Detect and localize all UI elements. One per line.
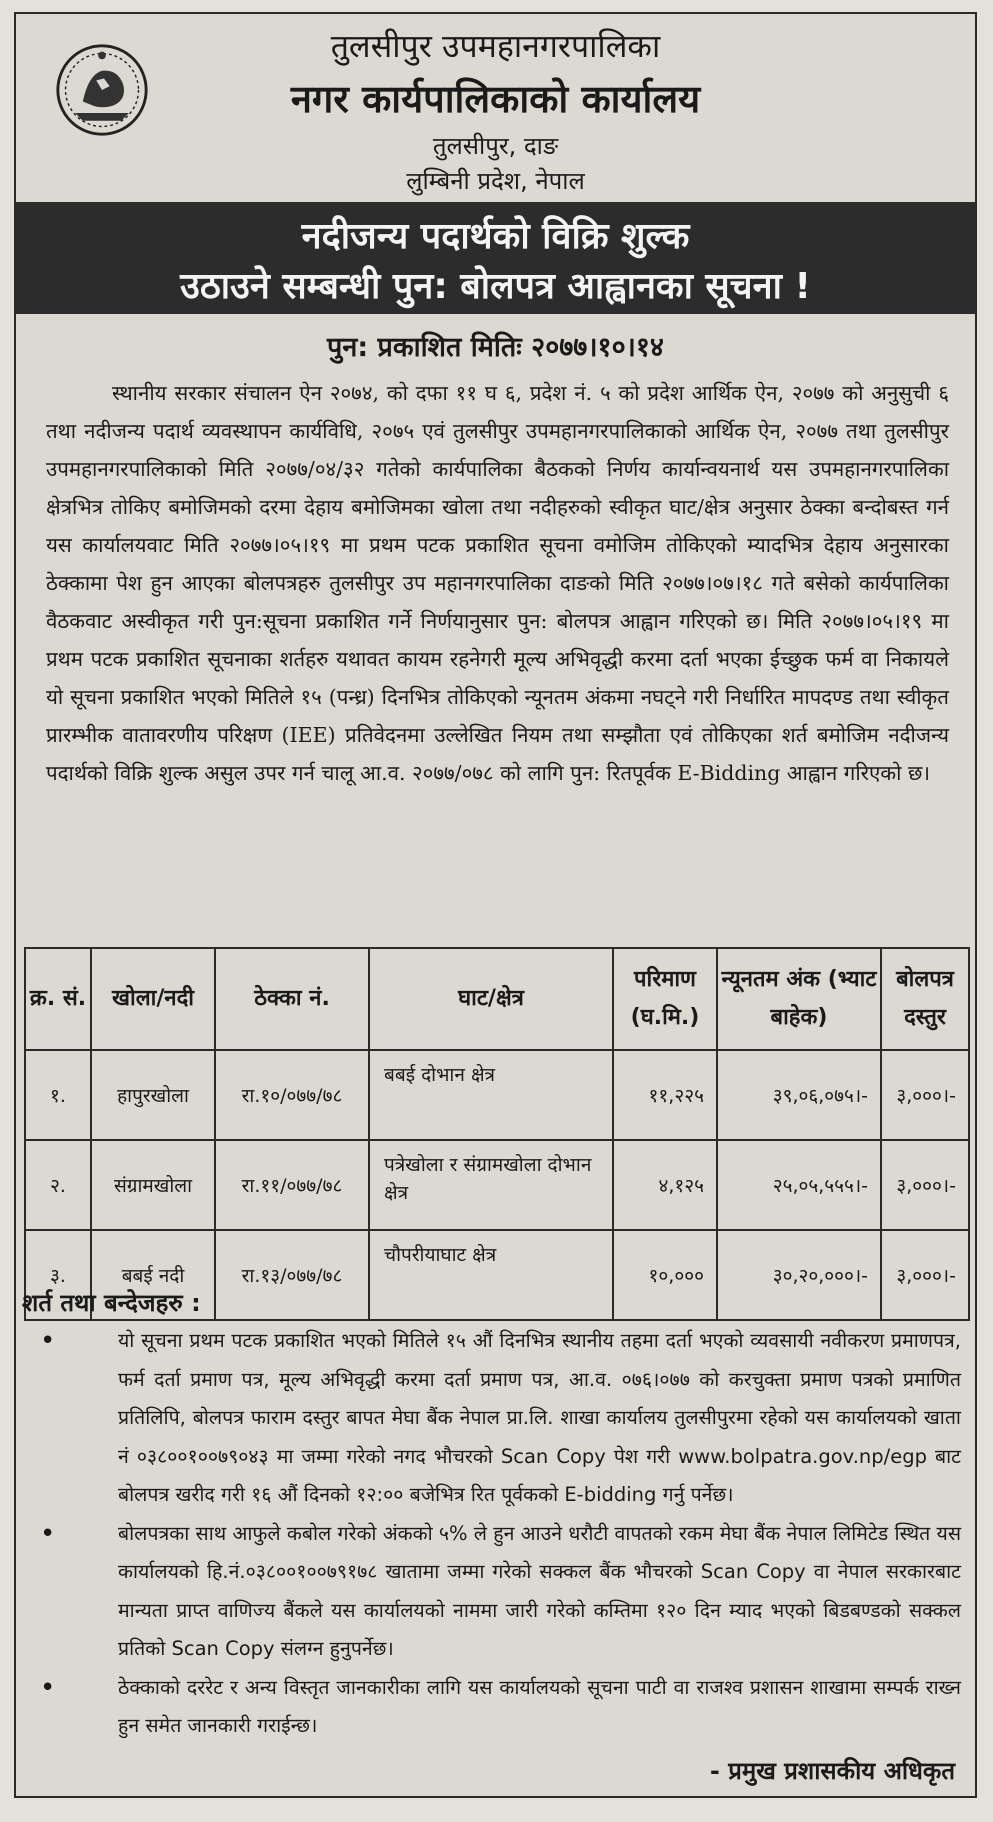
term-text: बोलपत्रका साथ आफुले कबोल गरेको अंकको ५% ले हुन आउने धरौटी वापतको रकम मेघा बैंक नेपाल लिमिटेड स्थित यस कार्यालयको हि.नं.०३८००१००७९१७८ खातामा जम्मा गरेको सक्कल बैंक भौचरको Scan Copy वा नेपाल सरकारबाट मान्यता प्राप्त वाणिज्य बैंकले यस कार्यालयको नाममा जारी गरेको कम्तिमा १२० दिन म्याद भएको बिडबण्डको सक्कल प्रतिको Scan Copy संलग्न हुनुपर्नेछ।	[118, 1521, 961, 1660]
table-row	[25, 1140, 969, 1230]
org-name: तुलसीपुर उपमहानगरपालिका	[330, 27, 661, 65]
signatory-title: - प्रमुख प्रशासकीय अधिकृत	[709, 1757, 955, 1785]
notice-title-line1: नदीजन्य पदार्थको विक्रि शुल्क	[301, 216, 690, 257]
province-country: लुम्बिनी प्रदेश, नेपाल	[406, 167, 585, 195]
terms-heading: शर्त तथा बन्देजहरु :	[22, 1289, 201, 1317]
cell-location: बबई दोभान क्षेत्र	[369, 1050, 613, 1140]
terms-list	[22, 1322, 961, 1746]
cell-sn: १.	[25, 1050, 91, 1140]
reissue-date: पुन: प्रकाशित मितिः २०७७।१०।१४	[327, 332, 664, 363]
cell-minimum-amount: ३०,२०,०००।-	[717, 1230, 881, 1320]
cell-quantity: ४,१२५	[613, 1140, 717, 1230]
cell-quantity: ११,२२५	[613, 1050, 717, 1140]
column-header-quantity: परिमाण (घ.मि.)	[613, 948, 717, 1050]
list-item	[22, 1322, 961, 1515]
cell-bid-fee: ३,०००।-	[881, 1140, 969, 1230]
cell-location: पत्रेखोला र संग्रामखोला दोभान क्षेत्र	[369, 1140, 613, 1230]
bullet-icon: •	[40, 1672, 56, 1703]
notice-title-banner	[16, 202, 975, 314]
cell-sn: २.	[25, 1140, 91, 1230]
table-row	[25, 1050, 969, 1140]
list-item	[22, 1669, 961, 1746]
cell-location: चौपरीयाघाट क्षेत्र	[369, 1230, 613, 1320]
list-item	[22, 1515, 961, 1669]
bullet-icon: •	[40, 1326, 56, 1356]
cell-contract-no: रा.१०/०७७/७८	[215, 1050, 369, 1140]
bullet-icon: •	[40, 1518, 56, 1549]
bid-table	[24, 947, 970, 1321]
office-name: नगर कार्यपालिकाको कार्यालय	[290, 77, 701, 121]
cell-contract-no: रा.११/०७७/७८	[215, 1140, 369, 1230]
table-header-row	[25, 948, 969, 1050]
term-text: ठेक्काको दररेट र अन्य विस्तृत जानकारीका लागि यस कार्यालयको सूचना पाटी वा राजश्व प्रशासन शाखामा सम्पर्क राख्न हुन समेत जानकारी गराईन्छ।	[118, 1675, 961, 1737]
cell-minimum-amount: २५,०५,५५५।-	[717, 1140, 881, 1230]
cell-sn: ३.	[25, 1230, 91, 1320]
column-header-minimum-amount: न्यूनतम अंक (भ्याट बाहेक)	[717, 948, 881, 1050]
cell-river: बबई नदी	[91, 1230, 215, 1320]
column-header-bid-fee: बोलपत्र दस्तुर	[881, 948, 969, 1050]
column-header-river: खोला/नदी	[91, 948, 215, 1050]
notice-header	[16, 14, 975, 199]
cell-minimum-amount: ३९,०६,०७५।-	[717, 1050, 881, 1140]
column-header-sn: क्र. सं.	[25, 948, 91, 1050]
column-header-location: घाट/क्षेत्र	[369, 948, 613, 1050]
term-text: यो सूचना प्रथम पटक प्रकाशित भएको मितिले १५ औं दिनभित्र स्थानीय तहमा दर्ता भएको व्यवसायी नवीकरण प्रमाणपत्र, फर्म दर्ता प्रमाण पत्र, मूल्य अभिवृद्धी करमा दर्ता प्रमाण पत्र, आ.व. ०७६।०७७ को करचुक्ता प्रमाण पत्रको प्रमाणित प्रतिलिपि, बोलपत्र फाराम दस्तुर बापत मेघा बैंक नेपाल प्रा.लि. शाखा कार्यालय तुलसीपुरमा रहेको यस कार्यालयको खाता नं ०३८००१००७९०४३ मा जम्मा गरेको नगद भौचरको Scan Copy पेश गरी www.bolpatra.gov.np/egp बाट बोलपत्र खरीद गरी १६ औं दिनको १२:०० बजेभित्र रित पूर्वकको E-bidding गर्नु पर्नेछ।	[118, 1329, 961, 1506]
cell-bid-fee: ३,०००।-	[881, 1230, 969, 1320]
cell-bid-fee: ३,०००।-	[881, 1050, 969, 1140]
notice-title-line2: उठाउने सम्बन्धी पुन: बोलपत्र आह्वानका सूचना !	[180, 266, 811, 307]
notice-page	[14, 12, 977, 1798]
cell-river: संग्रामखोला	[91, 1140, 215, 1230]
cell-quantity: १०,०००	[613, 1230, 717, 1320]
office-location: तुलसीपुर, दाङ	[432, 132, 559, 160]
column-header-contract-no: ठेक्का नं.	[215, 948, 369, 1050]
cell-river: हापुरखोला	[91, 1050, 215, 1140]
cell-contract-no: रा.१३/०७७/७८	[215, 1230, 369, 1320]
notice-body-paragraph: स्थानीय सरकार संचालन ऐन २०७४, को दफा ११ घ ६, प्रदेश नं. ५ को प्रदेश आर्थिक ऐन, २०७७ को अनुसुची ६ तथा नदीजन्य पदार्थ व्यवस्थापन कार्यविधि, २०७५ एवं तुलसीपुर उपमहानगरपालिकाको आर्थिक ऐन, २०७७ तथा तुलसीपुर उपमहानगरपालिकाको मिति २०७७/०४/३२ गतेको कार्यपालिका बैठकको निर्णय कार्यान्वयनार्थ यस उपमहानगरपालिका क्षेत्रभित्र तोकिए बमोजिमको दरमा देहाय बमोजिमका खोला तथा नदीहरुको स्वीकृत घाट/क्षेत्र अनुसार ठेक्का बन्दोबस्त गर्न यस कार्यालयवाट मिति २०७७।०५।१९ मा प्रथम पटक प्रकाशित सूचना वमोजिम तोकिएको म्यादभित्र देहाय अनुसारका ठेक्कामा पेश हुन आएका बोलपत्रहरु तुलसीपुर उप महानगरपालिका दाङको मिति २०७७।०७।१८ गते बसेको कार्यपालिका वैठकवाट अस्वीकृत गरी पुन:सूचना प्रकाशित गर्ने निर्णयानुसार पुन: बोलपत्र आह्वान गरिएको छ। मिति २०७७।०५।१९ मा प्रथम पटक प्रकाशित सूचनाका शर्तहरु यथावत कायम रहनेगरी मूल्य अभिवृद्धी करमा दर्ता भएका ईच्छुक फर्म वा निकायले यो सूचना प्रकाशित भएको मितिले १५ (पन्ध्र) दिनभित्र तोकिएको न्यूनतम अंकमा नघट्ने गरी निर्धारित मापदण्ड तथा स्वीकृत प्रारम्भीक वातावरणीय परिक्षण (IEE) प्रतिवेदनमा उल्लेखित नियम तथा सम्झौता एवं तोकिएका शर्त बमोजिम नदीजन्य पदार्थको विक्रि शुल्क असुल उपर गर्न चालू आ.व. २०७७/०७८ को लागि पुन: रितपूर्वक E-Bidding आह्वान गरिएको छ।	[46, 381, 949, 785]
